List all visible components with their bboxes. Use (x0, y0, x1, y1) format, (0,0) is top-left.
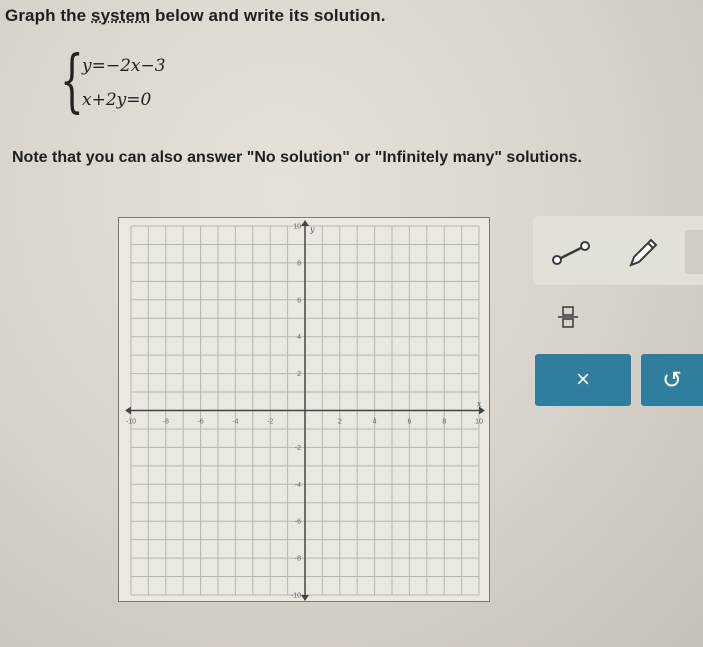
x-tick-label: 8 (442, 418, 447, 426)
y-axis-arrow-up (301, 220, 309, 226)
tool-palette (533, 216, 703, 285)
y-tick-label: -8 (294, 555, 301, 563)
equation-1: y=−2x−3 (82, 56, 166, 76)
x-tick-label: -10 (125, 418, 137, 426)
graphing-area[interactable] (118, 217, 490, 602)
y-tick-label: 2 (297, 371, 301, 379)
equation-2: x+2y=0 (82, 90, 152, 110)
clear-button[interactable]: × (535, 354, 631, 406)
y-tick-label: 4 (297, 334, 301, 342)
x-tick-label: -8 (162, 418, 169, 426)
equation-system (60, 42, 200, 122)
y-tick-label: 8 (297, 260, 301, 268)
x-tick-label: 4 (372, 418, 377, 426)
x-tick-label: -6 (197, 418, 204, 426)
left-brace: { (60, 42, 84, 121)
prompt-text-before: Graph the (5, 6, 92, 25)
x-tick-label: -4 (232, 418, 239, 426)
x-tick-label: 6 (407, 418, 412, 426)
x-axis-label: x (477, 399, 482, 409)
y-tick-label: -10 (290, 592, 301, 600)
fraction-button[interactable] (553, 304, 583, 330)
x-tick-label: 2 (337, 418, 342, 426)
y-tick-label: -4 (294, 481, 301, 489)
y-axis-label: y (310, 225, 315, 234)
undo-button[interactable]: ↺ (641, 354, 703, 406)
graph-tools-panel (533, 216, 703, 416)
more-tools-tab[interactable] (685, 230, 703, 274)
system-glossary-link[interactable]: system (91, 6, 151, 25)
x-tick-label: 10 (475, 418, 483, 426)
y-tick-label: -2 (294, 444, 301, 452)
pencil-tool-button[interactable] (615, 230, 671, 276)
pencil-icon (623, 233, 663, 273)
question-prompt (5, 6, 386, 26)
fraction-icon (554, 305, 582, 329)
x-axis-arrow-left (125, 407, 131, 415)
y-tick-label: -6 (294, 518, 301, 526)
answer-note: Note that you can also answer "No solution" or "Infinitely many" solutions. (12, 149, 582, 166)
prompt-text-after: below and write its solution. (150, 6, 386, 25)
y-axis-arrow-down (301, 595, 309, 601)
line-tool-button[interactable] (543, 230, 599, 276)
line-segment-icon (549, 238, 593, 268)
x-tick-label: -2 (267, 418, 274, 426)
y-tick-label: 10 (293, 223, 301, 231)
y-tick-label: 6 (297, 297, 301, 305)
coordinate-grid[interactable] (119, 218, 491, 603)
